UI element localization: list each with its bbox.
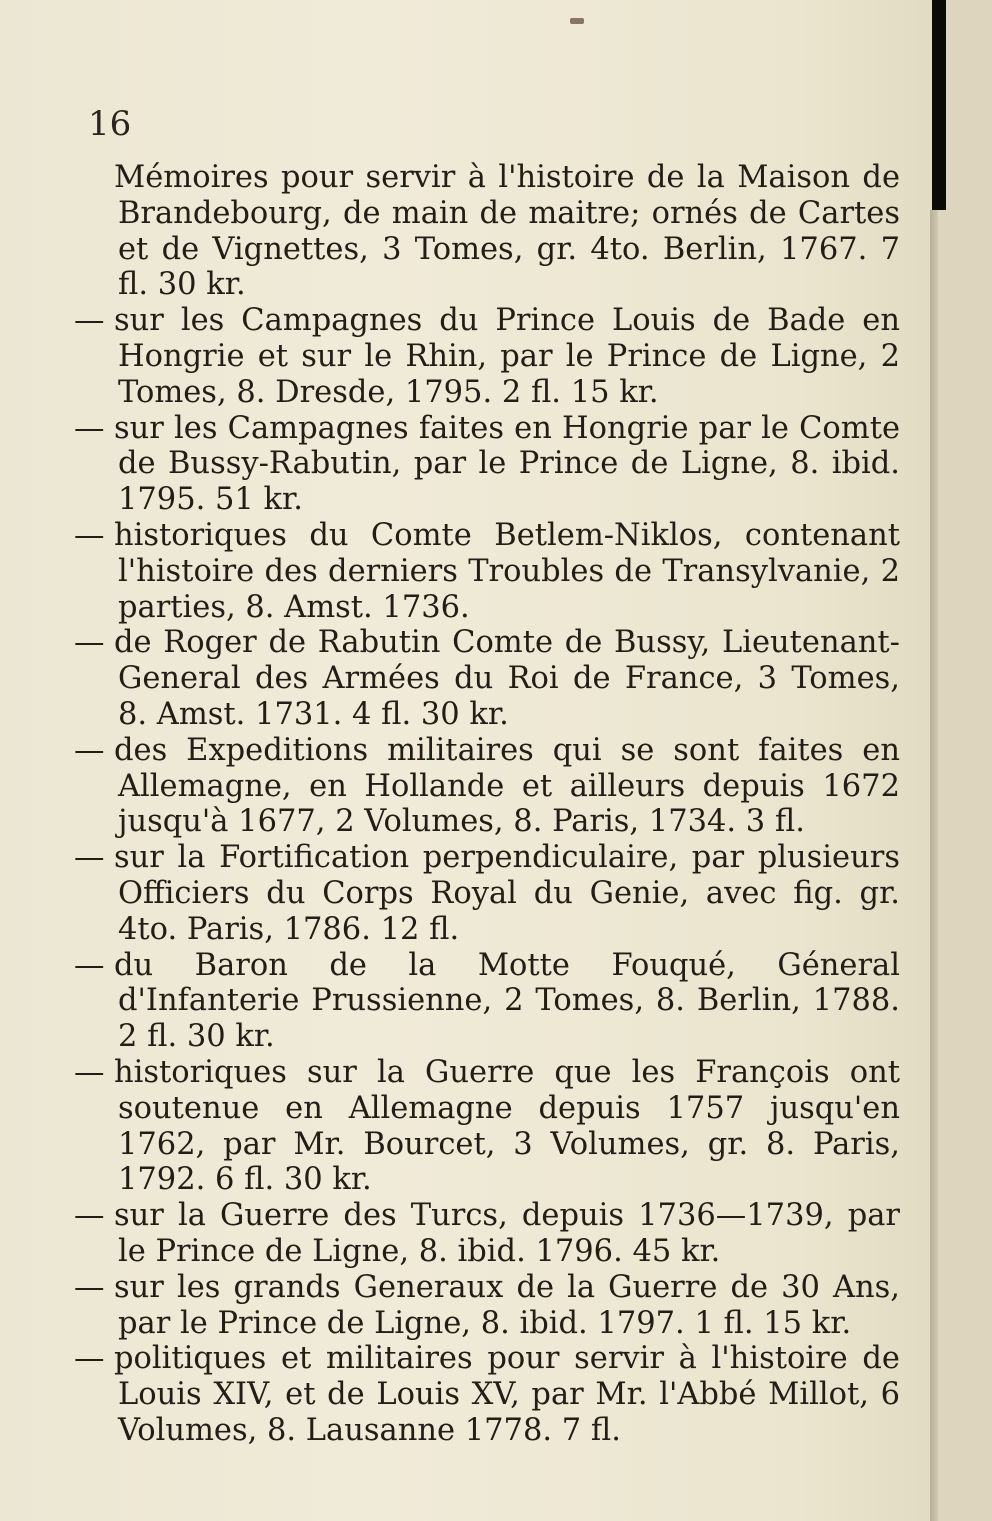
page-fold xyxy=(930,210,938,1521)
entry-text: politiques et militaires pour servir à l'histoire de Louis XIV, et de Louis XV, par Mr. l'Abbé Millot, 6 Volumes, 8. Lausanne 1778. 7 fl. xyxy=(114,1341,900,1448)
binding-shadow xyxy=(932,0,946,210)
catalogue-entry xyxy=(74,733,900,840)
entry-text: sur la Fortification perpendiculaire, par plusieurs Officiers du Corps Royal du Genie, avec fig. gr. 4to. Paris, 1786. 12 fl. xyxy=(114,840,900,947)
catalogue-entry xyxy=(74,1055,900,1198)
ink-mark xyxy=(570,18,584,24)
entry-dash: — xyxy=(74,947,105,983)
catalogue-entry xyxy=(74,625,900,732)
entry-text: sur les grands Generaux de la Guerre de 30 Ans, par le Prince de Ligne, 8. ibid. 1797. 1 fl. 15 kr. xyxy=(114,1269,900,1341)
catalogue-entry xyxy=(74,1270,900,1342)
catalogue-entry xyxy=(74,160,900,303)
catalogue-entry xyxy=(74,840,900,947)
entry-text: du Baron de la Motte Fouqué, Géneral d'Infanterie Prussienne, 2 Tomes, 8. Berlin, 1788. 2 fl. 30 kr. xyxy=(114,947,900,1055)
entry-dash: — xyxy=(74,625,105,661)
catalogue-entry xyxy=(74,518,900,625)
entry-dash: — xyxy=(74,1054,105,1090)
entry-dash: — xyxy=(74,1269,105,1305)
entry-text: sur les Campagnes du Prince Louis de Bade en Hongrie et sur le Rhin, par le Prince de Ligne, 2 Tomes, 8. Dresde, 1795. 2 fl. 15 kr. xyxy=(114,303,900,410)
entry-text: des Expeditions militaires qui se sont faites en Allemagne, en Hollande et ailleurs depuis 1672 jusqu'à 1677, 2 Volumes, 8. Paris, 1734. 3 fl. xyxy=(114,732,900,840)
entry-dash: — xyxy=(74,410,105,446)
facing-page-edge xyxy=(938,0,992,1521)
catalogue-entries xyxy=(74,160,900,1449)
entry-text: de Roger de Rabutin Comte de Bussy, Lieutenant-General des Armées du Roi de France, 3 Tomes, 8. Amst. 1731. 4 fl. 30 kr. xyxy=(114,625,900,732)
catalogue-entry xyxy=(74,1341,900,1448)
entry-dash: — xyxy=(74,732,105,768)
entry-text: sur les Campagnes faites en Hongrie par le Comte de Bussy-Rabutin, par le Prince de Ligne, 8. ibid. 1795. 51 kr. xyxy=(114,410,900,518)
page-number: 16 xyxy=(88,104,132,144)
catalogue-entry xyxy=(74,948,900,1055)
entry-dash: — xyxy=(74,840,105,876)
entry-dash: — xyxy=(74,517,105,553)
entry-text: historiques du Comte Betlem-Niklos, contenant l'histoire des derniers Troubles de Transylvanie, 2 parties, 8. Amst. 1736. xyxy=(114,517,900,625)
catalogue-entry xyxy=(74,303,900,410)
entry-text: sur la Guerre des Turcs, depuis 1736—1739, par le Prince de Ligne, 8. ibid. 1796. 45 kr. xyxy=(114,1198,900,1269)
entry-dash: — xyxy=(74,1341,105,1377)
catalogue-entry xyxy=(74,1198,900,1270)
entry-dash: — xyxy=(74,1198,105,1234)
catalogue-entry xyxy=(74,411,900,518)
entry-text: historiques sur la Guerre que les François ont soutenue en Allemagne depuis 1757 jusqu'en 1762, par Mr. Bourcet, 3 Volumes, gr. 8. Paris, 1792. 6 fl. 30 kr. xyxy=(114,1054,900,1198)
entry-dash: — xyxy=(74,303,105,339)
entry-text: Mémoires pour servir à l'histoire de la Maison de Brandebourg, de main de maitre; ornés de Cartes et de Vignettes, 3 Tomes, gr. 4to. Berlin, 1767. 7 fl. 30 kr. xyxy=(114,160,900,303)
